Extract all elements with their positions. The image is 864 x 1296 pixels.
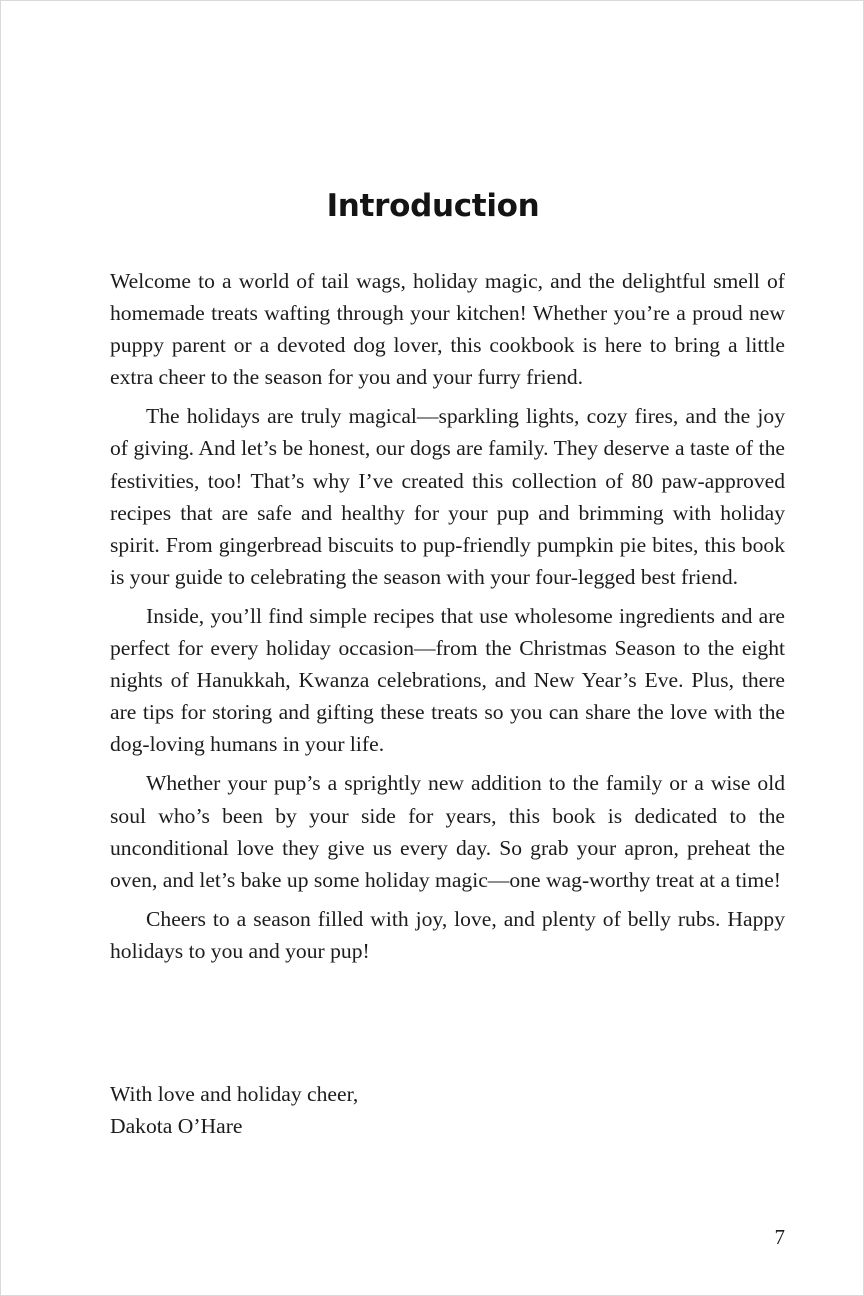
signoff-closing: With love and holiday cheer, [110,1082,359,1106]
page-title: Introduction [326,188,540,224]
paragraph-welcome: Welcome to a world of tail wags, holiday magic, and the delightful smell of homemade treats wafting through your kitchen! Whether you’re a proud new puppy parent or a devoted dog lover, this cookbook is here to bring a little extra cheer to the season for you and your furry friend. [110,269,785,390]
paragraph-holidays: The holidays are truly magical—sparkling lights, cozy fires, and the joy of giving. And let’s be honest, our dogs are family. They deserve a taste of the festivities, too! That’s why I’ve created this collection of 80 paw-approved recipes that are safe and healthy for your pup and brimming with holiday spirit. From gingerbread biscuits to pup-friendly pumpkin pie bites, this book is your guide to celebrating the season with your four-legged best friend. [110,404,785,589]
signoff-author: Dakota O’Hare [110,1114,243,1139]
paragraph-inside: Inside, you’ll find simple recipes that use wholesome ingredients and are perfect for every holiday occasion—from the Christmas Season to the eight nights of Hanukkah, Kwanza celebrations, and New Year’s Eve. Plus, there are tips for storing and gifting these treats so you can share the love with the dog-loving humans in your life. [110,603,785,757]
signoff [110,1078,785,1142]
introduction-body [110,265,785,974]
paragraph-dedication: Whether your pup’s a sprightly new addition to the family or a wise old soul who’s been by your side for years, this book is dedicated to the unconditional love they give us every day. So grab your apron, preheat the oven, and let’s bake up some holiday magic—one wag-worthy treat at a time! [110,771,785,892]
paragraph-cheers: Cheers to a season filled with joy, love, and plenty of belly rubs. Happy holidays to you and your pup! [110,906,785,963]
page-number: 7 [774,1225,785,1249]
